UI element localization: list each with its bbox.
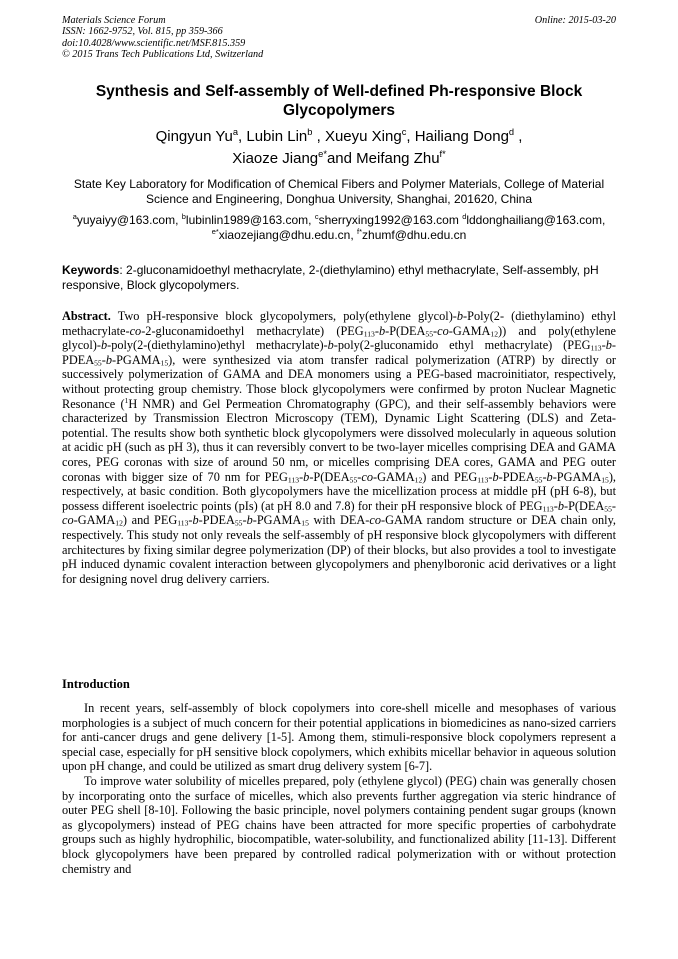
email-f[interactable]: zhumf@dhu.edu.cn [362, 228, 467, 242]
abstract-text: Two pH-responsive block glycopolymers, poly(ethylene glycol)-b-Poly(2- (diethylamino) ethyl methacrylate-co-2-gluconamidoethyl methacrylate) $(PEG_{113}-b-P(DEA_{55}-co-GAMA_{12}))$ and poly(ethylene glycol)-b-poly(2-(diethylamino)ethyl methacrylate)-b-poly(2-gluconamido ethyl methacrylate) $(PEG_{113}-b-PDEA_{55}-b-PGAMA_{15})$, were synthesized via atom transfer radical polymerization (ATRP) by directly or successively polymerization of GAMA and DEA monomers using a PEG-based macroinitiator, respectively, without protecting group chemistry. Those block glycopolymers were confirmed by proton Nuclear Magnetic Resonance ($^1$H NMR) and Gel Permeation Chromatography (GPC), and their self-assembly behaviors were characterized by Transmission Electron Microscopy (TEM), Dynamic Light Scattering (DLS) and Zeta-potential. The results show both synthetic block glycopolymers were dissolved molecularly in aqueous solution at acidic pH (such as pH 3), thus it can reversibly convert to be two-layer micelles comprising DEA and GAMA cores, PEG coronas with size of around 50 nm, or micelles comprising DEA cores, GAMA and PEG outer coronas with bigger size of 70 nm for $PEG_{113}-b-P(DEA_{55}-co-GAMA_{12})$ and $PEG_{113}-b-PDEA_{55}-b-PGAMA_{15}$), respectively, at basic condition. Both glycopolymers have the micellization process at middle pH (pH 6-8), but possess different isoelectric points (pIs) (at pH 8.0 and 7.8) for their pH responsive block of $PEG_{113}-b-P(DEA_{55}-co-GAMA_{12})$ and $PEG_{113}-b-PDEA_{55}-b-PGAMA_{15}$ with DEA-co-GAMA random structure or DEA chain only, respectively. This study not only reveals the self-assembly of pH responsive block glycopolymers with different architectures by fixing similar degree polymerization (DP) of their blocks, but also provides a tool to investigate pH induced dynamic covalent interaction between glycopolymers and phenylboronic acid derivatives or a light for designing novel drug delivery carriers. [62, 309, 616, 586]
journal-header [62, 15, 263, 60]
keywords-label: Keywords [62, 263, 120, 277]
author-sup: c [401, 127, 407, 137]
email-list: $^a$yuyaiyy@163.com, $^b$lubinlin1989@163.com, $^c$sherryxing1992@163.com $^d$lddonghailiang@163.com, $^{e*}$xiaozejiang@dhu.edu.cn, $^{f*}$zhumf@dhu.edu.cn [72, 212, 606, 242]
paper-title: Synthesis and Self-assembly of Well-defined Ph-responsive Block Glycopolymers [95, 83, 583, 119]
author-sup: f* [439, 149, 446, 159]
author-name: Meifang Zhu [356, 150, 440, 167]
issn-line: ISSN: 1662-9752, Vol. 815, pp 359-366 [62, 26, 223, 38]
email-c[interactable]: sherryxing1992@163.com [318, 213, 459, 227]
author-sep: , [312, 128, 325, 145]
author-list [62, 126, 616, 170]
email-a[interactable]: yuyaiyy@163.com, [76, 213, 179, 227]
author-name: Xueyu Xing [324, 128, 402, 145]
abstract-label: Abstract. [62, 309, 111, 323]
author-name: Hailiang Dong [414, 128, 509, 145]
author-sep: , [238, 128, 247, 145]
author-sup: e* [318, 149, 327, 159]
email-b[interactable]: lubinlin1989@163.com, [185, 213, 312, 227]
author-name: Lubin Lin [246, 128, 308, 145]
intro-paragraph: To improve water solubility of micelles prepared, poly (ethylene glycol) (PEG) chain was generally chosen by incorporating onto the surface of micelles, which also prevents further aggregation via steric hindrance of outer PEG shell [8-10]. Following the basic principle, novel polymers containing pendent sugar groups (known as glycopolymers) instead of PEG chains have been attracted for more specific properties of carbohydrate groups such as highly hydrophilic, biocompatible, water-solubility, and functionalized ability [11-13]. Different block glycopolymers have been prepared by controlled radical polymerization with or without protection chemistry and [62, 773, 616, 876]
author-sup: b [307, 127, 313, 137]
author-sup: a [232, 127, 239, 137]
introduction-body [62, 701, 616, 876]
author-name: Qingyun Yu [155, 128, 233, 145]
abstract [62, 309, 616, 586]
section-heading-introduction: Introduction [62, 677, 130, 691]
email-d[interactable]: lddonghailiang@163.com, [466, 213, 606, 227]
email-e[interactable]: xiaozejiang@dhu.edu.cn, [218, 228, 354, 242]
journal-name: Materials Science Forum [62, 15, 166, 26]
doi-line: doi:10.4028/www.scientific.net/MSF.815.359 [62, 37, 246, 49]
intro-paragraph: In recent years, self-assembly of block copolymers into core-shell micelle and mesophases of various morphologies is a subject of much concern for their potential applications in biomedicines as nano-sized carriers for anti-cancer drugs and gene delivery [1-5]. Among them, stimuli-responsive block copolymers represent a special case, especially for pH sensitive block copolymers, which exhibits micellar behavior in aqueous solution upon pH change, and could be utilized as smart drug delivery system [6-7]. [62, 701, 616, 774]
author-sep: , [514, 128, 523, 145]
author-sep: and [326, 150, 357, 167]
online-date: Online: 2015-03-20 [534, 15, 616, 26]
author-sup: d [508, 127, 515, 137]
author-sep: , [406, 128, 415, 145]
author-name: Xiaoze Jiang [232, 150, 319, 167]
keywords [62, 263, 616, 293]
keywords-text: : 2-gluconamidoethyl methacrylate, 2-(diethylamino) ethyl methacrylate, Self-assembly, pH responsive, Block glycopolymers. [62, 263, 599, 292]
affiliation: State Key Laboratory for Modification of Chemical Fibers and Polymer Materials, College of Material Science and Engineering, Donghua University, Shanghai, 201620, China [73, 177, 605, 206]
copyright-line: © 2015 Trans Tech Publications Ltd, Switzerland [62, 48, 264, 60]
